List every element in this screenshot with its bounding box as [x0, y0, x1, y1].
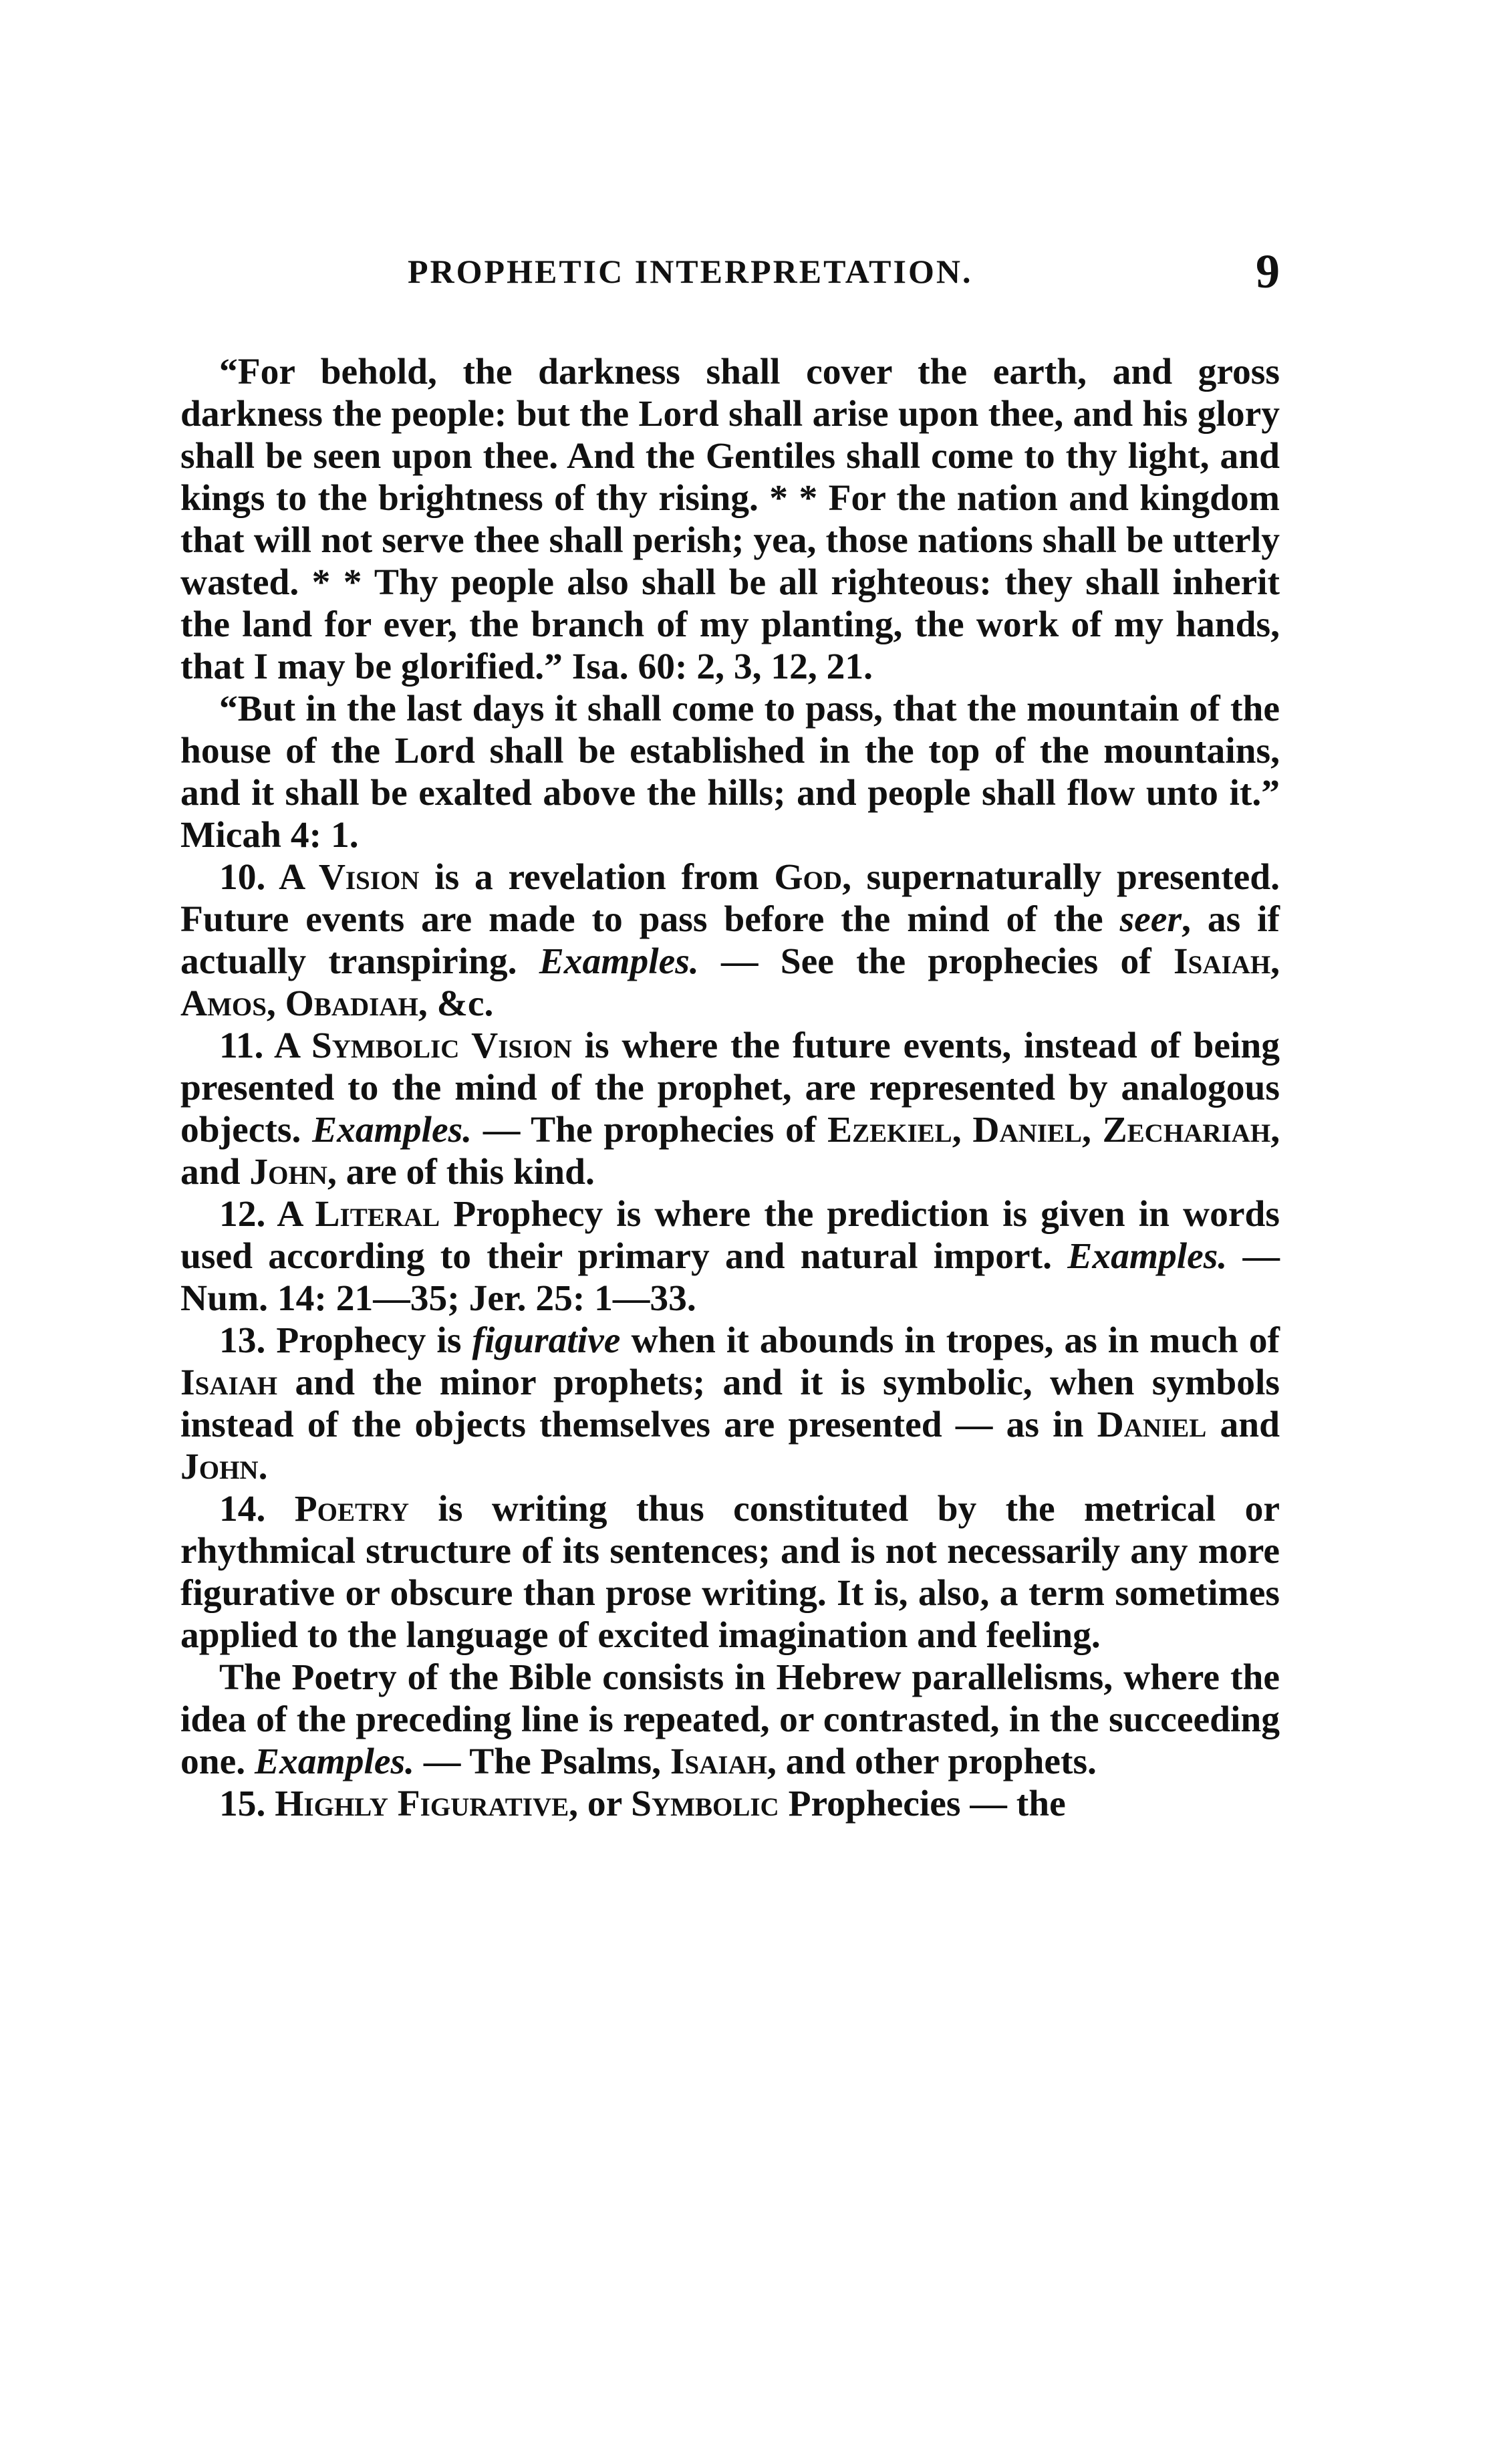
name-isaiah: Isaiah	[180, 1362, 278, 1403]
examples-label: Examples.	[1067, 1236, 1228, 1277]
paragraph-bible-poetry: The Poetry of the Bible consists in Hebrew parallelisms, where the idea of the preceding line is repeated, or contrasted, in the succeeding one. Examples. — The Psalms, Isaiah, and other prophets.	[180, 1657, 1280, 1782]
term-poetry: Poetry	[294, 1489, 410, 1529]
examples-label: Examples.	[312, 1110, 472, 1150]
page-number: 9	[1256, 245, 1280, 298]
term-vision: Vision	[318, 857, 420, 898]
paragraph-15: 15. Highly Figurative, or Symbolic Prophecies — the	[219, 1783, 1066, 1824]
quotation-micah	[180, 688, 1280, 856]
name-amos: Amos	[180, 983, 267, 1024]
name-god: God	[774, 857, 843, 898]
name-john: John	[249, 1152, 327, 1193]
term-highly-figurative: Highly Figurative	[275, 1783, 569, 1824]
name-isaiah: Isaiah	[1174, 941, 1271, 982]
name-isaiah: Isaiah	[670, 1741, 767, 1782]
name-daniel: Daniel	[972, 1110, 1082, 1150]
paragraph-number: 10.	[219, 857, 266, 898]
name-zechariah: Zechariah	[1102, 1110, 1271, 1150]
paragraph-number: 14.	[219, 1489, 266, 1529]
running-title: PROPHETIC INTERPRETATION.	[408, 253, 973, 290]
page-header	[180, 244, 1280, 304]
word-seer: seer	[1119, 899, 1182, 940]
examples-label: Examples.	[255, 1741, 414, 1782]
name-john: John	[180, 1447, 259, 1487]
paragraph-11: 11. A Symbolic Vision is where the future events, instead of being presented to the mind of the prophet, are represented by analogous objects. Examples. — The prophecies of Ezekiel, Daniel, Zechariah, and John, are of this kind.	[180, 1025, 1280, 1193]
quotation-isaiah	[180, 351, 1280, 688]
paragraph-12: 12. A Literal Prophecy is where the prediction is given in words used according to their primary and natural import. Examples. — Num. 14: 21—35; Jer. 25: 1—33.	[180, 1194, 1280, 1319]
paragraph-10: 10. A Vision is a revelation from God, supernaturally presented. Future events are made to pass before the mind of the seer, as if actually transpiring. Examples. — See the prophecies of Isaiah, Amos, Obadiah, &c.	[180, 857, 1280, 1024]
paragraph-number: 12.	[219, 1194, 266, 1235]
name-ezekiel: Ezekiel	[827, 1110, 952, 1150]
quotation-micah-text: “But in the last days it shall come to pass, that the mountain of the house of the Lord shall be established in the top of the mountains, and it shall be exalted above the hills; and people shall flow unto it.” Micah 4: 1.	[180, 689, 1280, 856]
term-symbolic: Symbolic	[631, 1783, 779, 1824]
body-text	[180, 351, 1280, 1825]
name-daniel: Daniel	[1097, 1404, 1207, 1445]
paragraph-13: 13. Prophecy is figurative when it abounds in tropes, as in much of Isaiah and the minor prophets; and it is symbolic, when symbols instead of the objects themselves are presented — as in Daniel and John.	[180, 1320, 1280, 1487]
term-symbolic-vision: Symbolic Vision	[311, 1025, 572, 1066]
paragraph-number: 11.	[219, 1025, 264, 1066]
quotation-isaiah-text: “For behold, the darkness shall cover the earth, and gross darkness the people: but the Lord shall arise upon thee, and his glory shall be seen upon thee. And the Gentiles shall come to thy light, and kings to the brightness of thy rising. * * For the nation and kingdom that will not serve thee shall perish; yea, those nations shall be utterly wasted. * * Thy people also shall be all righteous: they shall inherit the land for ever, the branch of my planting, the work of my hands, that I may be glorified.” Isa. 60: 2, 3, 12, 21.	[180, 352, 1280, 687]
paragraph-number: 15.	[219, 1783, 266, 1824]
term-literal: Literal	[315, 1194, 440, 1235]
word-figurative: figurative	[472, 1320, 621, 1361]
paragraph-14: 14. Poetry is writing thus constituted by the metrical or rhythmical structure of its sentences; and is not necessarily any more figurative or obscure than prose writing. It is, also, a term sometimes applied to the language of excited imagination and feeling.	[180, 1489, 1280, 1656]
paragraph-number: 13.	[219, 1320, 266, 1361]
name-obadiah: Obadiah	[285, 983, 418, 1024]
examples-label: Examples.	[539, 941, 699, 982]
